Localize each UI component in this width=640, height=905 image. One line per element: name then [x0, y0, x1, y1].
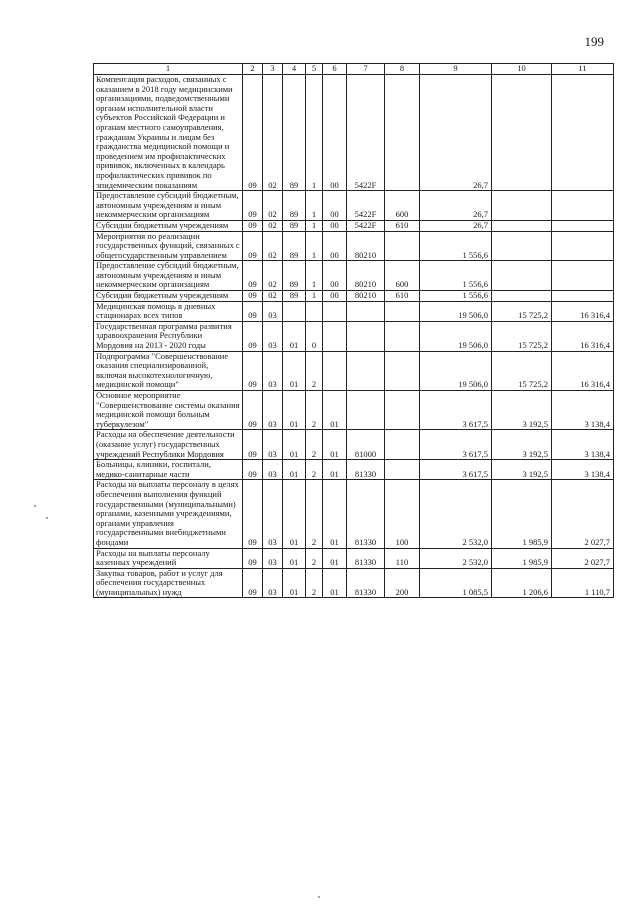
item-name-cell: Субсидии бюджетным учреждениям [94, 291, 243, 302]
item-name-cell: Закупка товаров, работ и услуг для обеспечения государственных (муниципальных) нужд [94, 568, 243, 598]
amount-cell [552, 220, 614, 231]
item-name-cell: Расходы на выплаты персоналу казенных учреждений [94, 548, 243, 568]
table-row [94, 291, 614, 302]
item-name-cell: Основное мероприятие "Совершенствование системы оказания медицинской помощи больным туберкулезом" [94, 391, 243, 430]
code-cell: 09 [243, 351, 263, 390]
code-cell [347, 321, 385, 351]
code-cell: 80210 [347, 261, 385, 291]
table-row [94, 261, 614, 291]
code-cell: 89 [283, 291, 306, 302]
code-cell [323, 351, 347, 390]
amount-cell: 1 985,9 [492, 480, 552, 548]
column-header: 8 [385, 64, 420, 75]
table-row [94, 220, 614, 231]
code-cell: 01 [283, 568, 306, 598]
column-header: 1 [94, 64, 243, 75]
code-cell: 00 [323, 231, 347, 261]
code-cell [385, 351, 420, 390]
table-row [94, 548, 614, 568]
code-cell: 03 [263, 548, 283, 568]
code-cell: 09 [243, 301, 263, 321]
amount-cell: 15 725,2 [492, 351, 552, 390]
code-cell: 610 [385, 291, 420, 302]
item-name-cell: Предоставление субсидий бюджетным, автономным учреждениям и иным некоммерческим организациям [94, 191, 243, 221]
code-cell: 5422F [347, 191, 385, 221]
code-cell: 1 [306, 261, 323, 291]
code-cell: 01 [323, 391, 347, 430]
amount-cell: 1 556,6 [420, 261, 492, 291]
code-cell [347, 301, 385, 321]
code-cell: 01 [323, 568, 347, 598]
amount-cell: 16 316,4 [552, 301, 614, 321]
table-row [94, 480, 614, 548]
code-cell: 81330 [347, 480, 385, 548]
code-cell: 09 [243, 231, 263, 261]
column-header: 2 [243, 64, 263, 75]
code-cell: 09 [243, 568, 263, 598]
column-header: 4 [283, 64, 306, 75]
code-cell: 02 [263, 291, 283, 302]
amount-cell: 15 725,2 [492, 301, 552, 321]
code-cell: 81330 [347, 460, 385, 480]
code-cell: 03 [263, 321, 283, 351]
scan-speck [34, 505, 36, 507]
code-cell: 1 [306, 220, 323, 231]
code-cell: 2 [306, 568, 323, 598]
amount-cell: 1 085,5 [420, 568, 492, 598]
item-name-cell: Государственная программа развития здравоохранения Республики Мордовия на 2013 - 2020 годы [94, 321, 243, 351]
code-cell: 00 [323, 220, 347, 231]
column-header: 9 [420, 64, 492, 75]
amount-cell: 1 556,6 [420, 231, 492, 261]
column-header: 5 [306, 64, 323, 75]
amount-cell: 2 532,0 [420, 548, 492, 568]
table-row [94, 568, 614, 598]
amount-cell: 1 556,6 [420, 291, 492, 302]
code-cell: 09 [243, 220, 263, 231]
code-cell [385, 301, 420, 321]
amount-cell: 3 617,5 [420, 430, 492, 460]
amount-cell [552, 75, 614, 191]
code-cell: 03 [263, 391, 283, 430]
code-cell: 09 [243, 460, 263, 480]
code-cell: 1 [306, 291, 323, 302]
code-cell: 89 [283, 231, 306, 261]
code-cell: 00 [323, 191, 347, 221]
code-cell: 09 [243, 261, 263, 291]
column-number-row [94, 64, 614, 75]
amount-cell: 2 027,7 [552, 480, 614, 548]
code-cell: 01 [283, 460, 306, 480]
code-cell: 02 [263, 220, 283, 231]
code-cell [306, 301, 323, 321]
amount-cell: 2 027,7 [552, 548, 614, 568]
column-header: 7 [347, 64, 385, 75]
code-cell: 1 [306, 191, 323, 221]
amount-cell: 26,7 [420, 220, 492, 231]
code-cell: 5422F [347, 220, 385, 231]
amount-cell: 1 985,9 [492, 548, 552, 568]
code-cell: 200 [385, 568, 420, 598]
table-row [94, 430, 614, 460]
code-cell [385, 231, 420, 261]
amount-cell: 26,7 [420, 75, 492, 191]
code-cell [385, 430, 420, 460]
code-cell: 01 [283, 351, 306, 390]
code-cell: 80210 [347, 291, 385, 302]
amount-cell: 3 138,4 [552, 430, 614, 460]
code-cell: 89 [283, 220, 306, 231]
code-cell: 100 [385, 480, 420, 548]
code-cell: 5422F [347, 75, 385, 191]
scan-speck [318, 896, 320, 898]
code-cell [323, 321, 347, 351]
code-cell: 89 [283, 191, 306, 221]
code-cell: 600 [385, 261, 420, 291]
code-cell: 01 [283, 321, 306, 351]
code-cell: 2 [306, 480, 323, 548]
code-cell: 2 [306, 430, 323, 460]
table-row [94, 301, 614, 321]
code-cell: 80210 [347, 231, 385, 261]
item-name-cell: Медицинская помощь в дневных стационарах всех типов [94, 301, 243, 321]
code-cell: 00 [323, 261, 347, 291]
amount-cell: 3 138,4 [552, 391, 614, 430]
amount-cell: 3 138,4 [552, 460, 614, 480]
code-cell: 02 [263, 191, 283, 221]
code-cell: 610 [385, 220, 420, 231]
code-cell [347, 351, 385, 390]
page-number: 199 [584, 34, 604, 49]
code-cell: 02 [263, 75, 283, 191]
code-cell: 0 [306, 321, 323, 351]
table-row [94, 191, 614, 221]
code-cell: 2 [306, 391, 323, 430]
amount-cell [552, 231, 614, 261]
code-cell: 09 [243, 430, 263, 460]
item-name-cell: Субсидии бюджетным учреждениям [94, 220, 243, 231]
code-cell: 03 [263, 351, 283, 390]
amount-cell: 16 316,4 [552, 351, 614, 390]
code-cell: 2 [306, 351, 323, 390]
code-cell: 03 [263, 430, 283, 460]
item-name-cell: Предоставление субсидий бюджетным, автономным учреждениям и иным некоммерческим организациям [94, 261, 243, 291]
code-cell [385, 75, 420, 191]
item-name-cell: Мероприятия по реализации государственных функций, связанных с общегосударственным управлением [94, 231, 243, 261]
column-header: 10 [492, 64, 552, 75]
code-cell [385, 460, 420, 480]
code-cell: 81000 [347, 430, 385, 460]
code-cell: 09 [243, 548, 263, 568]
item-name-cell: Расходы на выплаты персоналу в целях обеспечения выполнения функций государственными (муниципальными) органами, казенными учреждениями, органами управления государственными внебюджетными фондами [94, 480, 243, 548]
table-row [94, 460, 614, 480]
amount-cell [552, 291, 614, 302]
code-cell: 09 [243, 191, 263, 221]
code-cell: 09 [243, 75, 263, 191]
item-name-cell: Больницы, клиники, госпитали, медико-санитарные части [94, 460, 243, 480]
code-cell [323, 301, 347, 321]
code-cell: 03 [263, 568, 283, 598]
code-cell: 1 [306, 75, 323, 191]
amount-cell: 2 532,0 [420, 480, 492, 548]
code-cell: 09 [243, 391, 263, 430]
code-cell: 110 [385, 548, 420, 568]
amount-cell [492, 261, 552, 291]
table-row [94, 321, 614, 351]
column-header: 6 [323, 64, 347, 75]
budget-table [93, 63, 614, 598]
code-cell: 600 [385, 191, 420, 221]
amount-cell: 3 617,5 [420, 460, 492, 480]
code-cell: 01 [283, 430, 306, 460]
amount-cell: 3 617,5 [420, 391, 492, 430]
code-cell: 01 [323, 430, 347, 460]
code-cell [385, 321, 420, 351]
table-row [94, 231, 614, 261]
amount-cell: 1 110,7 [552, 568, 614, 598]
code-cell: 81330 [347, 548, 385, 568]
item-name-cell: Подпрограмма "Совершенствование оказания специализированной, включая высокотехнологичную, медицинской помощи" [94, 351, 243, 390]
amount-cell: 3 192,5 [492, 460, 552, 480]
amount-cell [492, 231, 552, 261]
code-cell: 01 [283, 480, 306, 548]
column-header: 3 [263, 64, 283, 75]
code-cell: 01 [323, 460, 347, 480]
code-cell: 02 [263, 231, 283, 261]
code-cell: 09 [243, 480, 263, 548]
amount-cell: 15 725,2 [492, 321, 552, 351]
code-cell: 2 [306, 460, 323, 480]
amount-cell: 19 506,0 [420, 321, 492, 351]
amount-cell: 19 506,0 [420, 351, 492, 390]
code-cell [385, 391, 420, 430]
code-cell: 02 [263, 261, 283, 291]
amount-cell: 19 506,0 [420, 301, 492, 321]
amount-cell [492, 191, 552, 221]
code-cell: 2 [306, 548, 323, 568]
code-cell: 1 [306, 231, 323, 261]
code-cell [347, 391, 385, 430]
code-cell: 01 [323, 480, 347, 548]
amount-cell [552, 191, 614, 221]
code-cell: 03 [263, 460, 283, 480]
table-row [94, 391, 614, 430]
amount-cell [492, 291, 552, 302]
code-cell: 03 [263, 301, 283, 321]
code-cell: 89 [283, 261, 306, 291]
item-name-cell: Расходы на обеспечение деятельности (оказание услуг) государственных учреждений Республики Мордовия [94, 430, 243, 460]
amount-cell: 3 192,5 [492, 391, 552, 430]
item-name-cell: Компенсация расходов, связанных с оказанием в 2018 году медицинскими организациями, подведомственными органам исполнительной власти субъектов Российской Федерации и органам местного самоуправления, гражданам Украины и лицам без гражданства медицинской помощи и проведением им профилактических прививок, включенных в календарь профилактических прививок по эпидемическим показаниям [94, 75, 243, 191]
column-header: 11 [552, 64, 614, 75]
code-cell: 00 [323, 75, 347, 191]
amount-cell: 3 192,5 [492, 430, 552, 460]
code-cell: 01 [323, 548, 347, 568]
code-cell: 03 [263, 480, 283, 548]
table-row [94, 351, 614, 390]
amount-cell [492, 75, 552, 191]
code-cell: 09 [243, 321, 263, 351]
amount-cell: 16 316,4 [552, 321, 614, 351]
amount-cell: 26,7 [420, 191, 492, 221]
amount-cell: 1 206,6 [492, 568, 552, 598]
code-cell: 01 [283, 548, 306, 568]
amount-cell [552, 261, 614, 291]
code-cell: 89 [283, 75, 306, 191]
table-row [94, 75, 614, 191]
code-cell: 00 [323, 291, 347, 302]
scan-speck [46, 517, 48, 519]
code-cell: 01 [283, 391, 306, 430]
code-cell [283, 301, 306, 321]
amount-cell [492, 220, 552, 231]
code-cell: 81330 [347, 568, 385, 598]
code-cell: 09 [243, 291, 263, 302]
